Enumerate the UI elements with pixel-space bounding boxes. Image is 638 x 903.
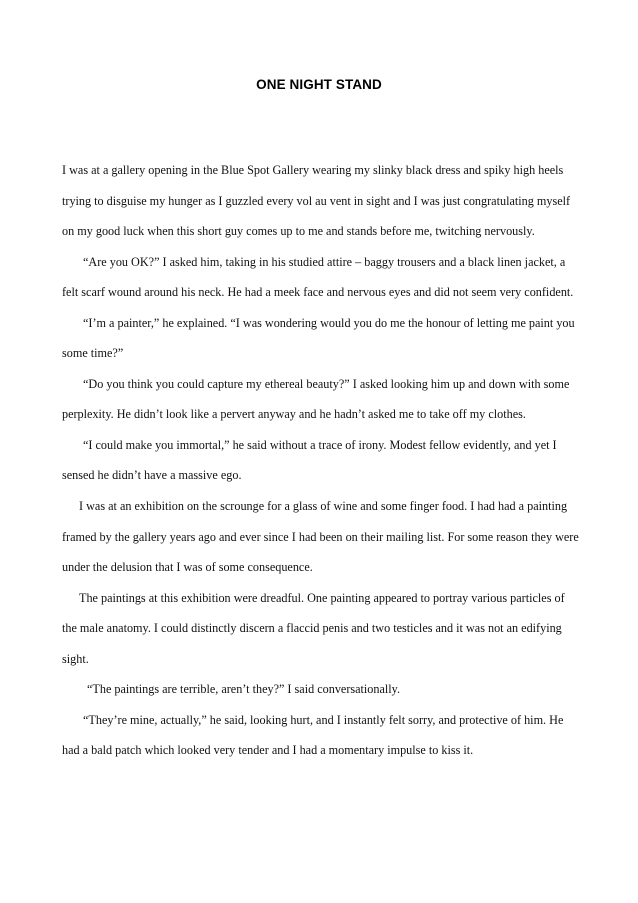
paragraph: “I’m a painter,” he explained. “I was wondering would you do me the honour of letting me paint you some time?”: [62, 315, 575, 361]
document-body: [62, 155, 582, 766]
paragraph: I was at a gallery opening in the Blue Spot Gallery wearing my slinky black dress and spiky high heels trying to disguise my hunger as I guzzled every vol au vent in sight and I was just congratulating myself on my good luck when this short guy comes up to me and stands before me, twitching nervously.: [62, 163, 571, 239]
document-title: ONE NIGHT STAND: [256, 77, 382, 92]
paragraph: “They’re mine, actually,” he said, looking hurt, and I instantly felt sorry, and protective of him. He had a bald patch which looked very tender and I had a momentary impulse to kiss it.: [62, 712, 564, 758]
paragraph: “Are you OK?” I asked him, taking in his studied attire – baggy trousers and a black linen jacket, a felt scarf wound around his neck. He had a meek face and nervous eyes and did not seem very confident.: [62, 254, 574, 300]
paragraph: The paintings at this exhibition were dreadful. One painting appeared to portray various particles of the male anatomy. I could distinctly discern a flaccid penis and two testicles and it was not an edifying sight.: [62, 590, 565, 666]
paragraph: “The paintings are terrible, aren’t they?” I said conversationally.: [87, 682, 401, 697]
paragraph: “I could make you immortal,” he said without a trace of irony. Modest fellow evidently, and yet I sensed he didn’t have a massive ego.: [62, 437, 557, 483]
paragraph: I was at an exhibition on the scrounge for a glass of wine and some finger food. I had had a painting framed by the gallery years ago and ever since I had been on their mailing list. For some reason they were under the delusion that I was of some consequence.: [62, 499, 579, 575]
paragraph: “Do you think you could capture my ethereal beauty?” I asked looking him up and down with some perplexity. He didn’t look like a pervert anyway and he hadn’t asked me to take off my clothes.: [62, 376, 570, 422]
